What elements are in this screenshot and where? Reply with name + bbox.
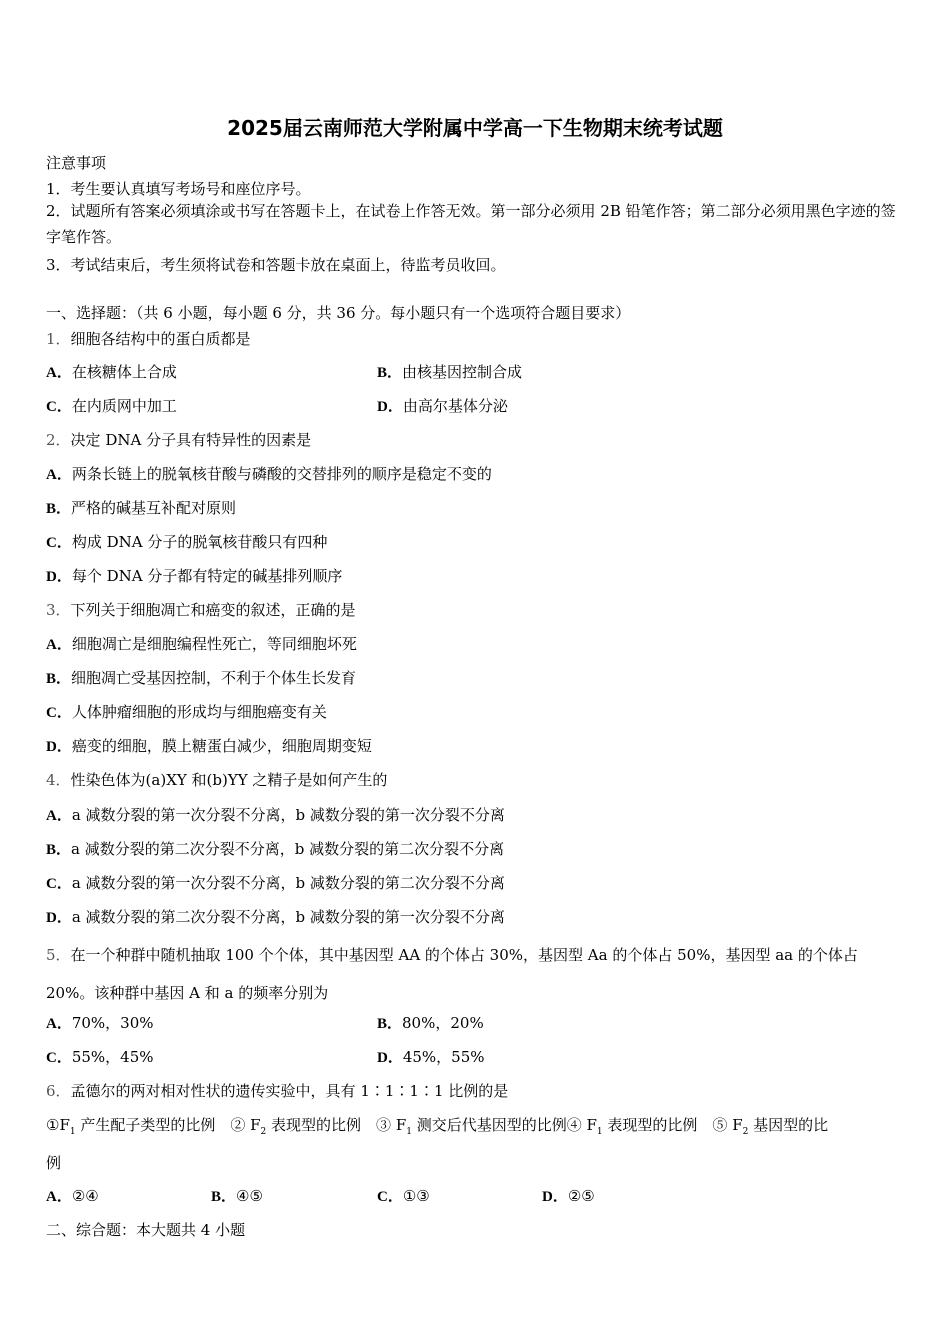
- option: C．构成 DNA 分子的脱氧核苷酸只有四种: [46, 533, 328, 551]
- notice-item: 2．试题所有答案必须填涂或书写在答题卡上，在试卷上作答无效。第一部分必须用 2B 铅笔作答；第二部分必须用黑色字迹的签字笔作答。: [46, 202, 896, 246]
- question-stem: 1．细胞各结构中的蛋白质都是: [46, 330, 251, 348]
- question-number: 6．: [46, 1082, 71, 1100]
- option: B．a 减数分裂的第二次分裂不分离，b 减数分裂的第二次分裂不分离: [46, 840, 505, 858]
- question-sub-continuation: 例: [46, 1154, 62, 1172]
- option: C．55%，45%: [46, 1048, 154, 1066]
- page-title: 2025届云南师范大学附属中学高一下生物期末统考试题: [227, 116, 723, 140]
- option: A．细胞凋亡是细胞编程性死亡，等同细胞坏死: [46, 635, 357, 653]
- question-number: 5．: [46, 946, 71, 964]
- section-heading: 二、综合题：本大题共 4 小题: [46, 1221, 246, 1239]
- option: C．人体肿瘤细胞的形成均与细胞癌变有关: [46, 703, 327, 721]
- question-stem: 3．下列关于细胞凋亡和癌变的叙述，正确的是: [46, 601, 356, 619]
- option: A．70%，30%: [46, 1014, 154, 1032]
- option: A．a 减数分裂的第一次分裂不分离，b 减数分裂的第一次分裂不分离: [46, 806, 505, 824]
- option: D．癌变的细胞，膜上糖蛋白减少，细胞周期变短: [46, 737, 372, 755]
- option: D．a 减数分裂的第二次分裂不分离，b 减数分裂的第一次分裂不分离: [46, 908, 505, 926]
- option: B．严格的碱基互补配对原则: [46, 499, 237, 517]
- option: A．两条长链上的脱氧核苷酸与磷酸的交替排列的顺序是稳定不变的: [46, 465, 492, 483]
- notice-heading: 注意事项: [46, 154, 107, 172]
- notice-item: 1．考生要认真填写考场号和座位序号。: [46, 180, 311, 198]
- option: A．在核糖体上合成: [46, 363, 177, 381]
- option: D．每个 DNA 分子都有特定的碱基排列顺序: [46, 567, 343, 585]
- option: C．①③: [377, 1187, 430, 1205]
- question-stem: 5．在一个种群中随机抽取 100 个个体，其中基因型 AA 的个体占 30%，基因型 Aa 的个体占 50%，基因型 aa 的个体占 20%。该种群中基因 A 和 a 的频率分别为: [46, 946, 858, 1002]
- question-number: 4．: [46, 771, 71, 789]
- option: C．在内质网中加工: [46, 397, 177, 415]
- option: C．a 减数分裂的第一次分裂不分离，b 减数分裂的第二次分裂不分离: [46, 874, 505, 892]
- option: A．②④: [46, 1187, 99, 1205]
- question-number: 2．: [46, 431, 71, 449]
- option: D．45%，55%: [377, 1048, 485, 1066]
- question-number: 1．: [46, 330, 71, 348]
- question-number: 3．: [46, 601, 71, 619]
- question-stem: 6．孟德尔的两对相对性状的遗传实验中，具有 1∶1∶1∶1 比例的是: [46, 1082, 509, 1100]
- notice-item: 3．考试结束后，考生须将试卷和答题卡放在桌面上，待监考员收回。: [46, 256, 506, 274]
- option: D．②⑤: [542, 1187, 595, 1205]
- section-heading: 一、选择题：（共 6 小题，每小题 6 分，共 36 分。每小题只有一个选项符合题目要求）: [46, 304, 631, 322]
- question-stem: 4．性染色体为(a)XY 和(b)YY 之精子是如何产生的: [46, 771, 388, 789]
- question-stem: 2．决定 DNA 分子具有特异性的因素是: [46, 431, 312, 449]
- option: B．细胞凋亡受基因控制，不利于个体生长发育: [46, 669, 357, 687]
- option: B．80%，20%: [377, 1014, 484, 1032]
- option: B．④⑤: [211, 1187, 263, 1205]
- option: B．由核基因控制合成: [377, 363, 523, 381]
- option: D．由高尔基体分泌: [377, 397, 508, 415]
- question-sub-items: $①F_1$ 产生配子类型的比例 ② $F_2$ 表现型的比例 ③ $F_1$ 测交后代基因型的比例④ $F_1$ 表现型的比例 ⑤ $F_2$ 基因型的比: [46, 1116, 829, 1137]
